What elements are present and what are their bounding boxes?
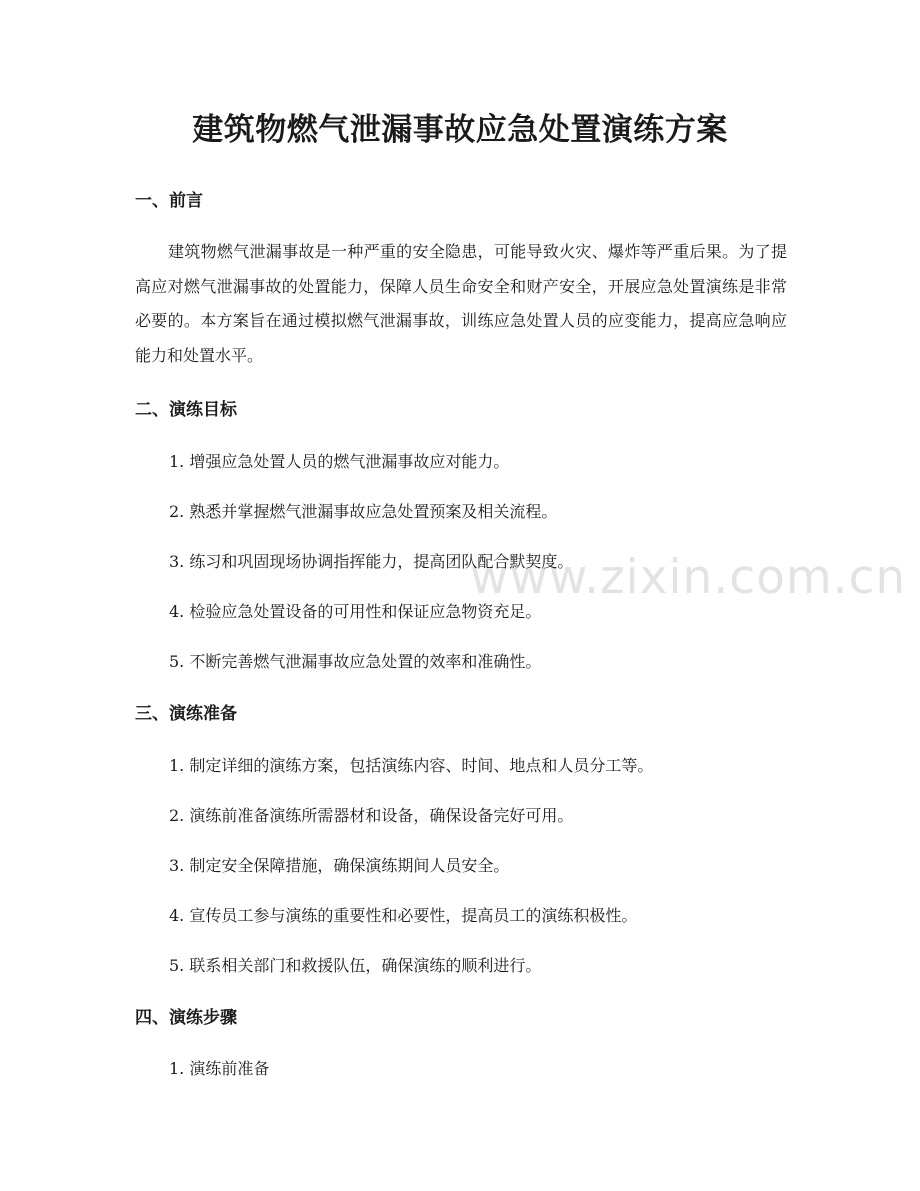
steps-item-1: 1. 演练前准备 xyxy=(169,1059,270,1078)
section-heading-goals: 二、演练目标 xyxy=(135,400,237,420)
preparation-item-5: 5. 联系相关部门和救援队伍，确保演练的顺利进行。 xyxy=(169,956,542,975)
preparation-item-1: 1. 制定详细的演练方案，包括演练内容、时间、地点和人员分工等。 xyxy=(169,756,654,775)
section-heading-preparation: 三、演练准备 xyxy=(135,704,237,724)
goals-item-3: 3. 练习和巩固现场协调指挥能力，提高团队配合默契度。 xyxy=(169,552,574,571)
watermark: www.zixin.com.cn xyxy=(470,550,907,605)
goals-item-1: 1. 增强应急处置人员的燃气泄漏事故应对能力。 xyxy=(169,452,510,471)
goals-item-4: 4. 检验应急处置设备的可用性和保证应急物资充足。 xyxy=(169,602,542,621)
preparation-item-2: 2. 演练前准备演练所需器材和设备，确保设备完好可用。 xyxy=(169,806,574,825)
document-title: 建筑物燃气泄漏事故应急处置演练方案 xyxy=(192,112,728,148)
goals-item-2: 2. 熟悉并掌握燃气泄漏事故应急处置预案及相关流程。 xyxy=(169,502,558,521)
preparation-item-3: 3. 制定安全保障措施，确保演练期间人员安全。 xyxy=(169,856,510,875)
section-heading-steps: 四、演练步骤 xyxy=(135,1008,237,1028)
preface-paragraph: 建筑物燃气泄漏事故是一种严重的安全隐患，可能导致火灾、爆炸等严重后果。为了提高应对燃气泄漏事故的处置能力，保障人员生命安全和财产安全，开展应急处置演练是非常必要的。本方案旨在通过模拟燃气泄漏事故，训练应急处置人员的应变能力，提高应急响应能力和处置水平。 xyxy=(135,242,787,365)
section-heading-preface: 一、前言 xyxy=(135,191,203,211)
preparation-item-4: 4. 宣传员工参与演练的重要性和必要性，提高员工的演练积极性。 xyxy=(169,906,638,925)
goals-item-5: 5. 不断完善燃气泄漏事故应急处置的效率和准确性。 xyxy=(169,652,542,671)
